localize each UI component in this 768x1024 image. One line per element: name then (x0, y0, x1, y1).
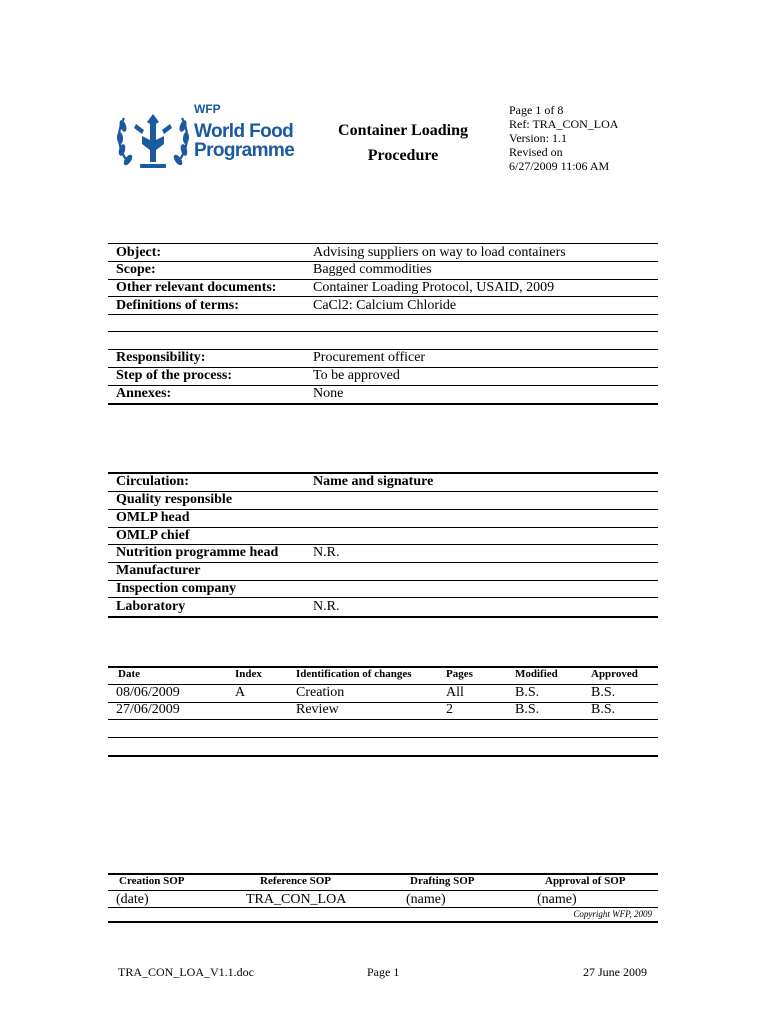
row-value: Procurement officer (313, 350, 426, 365)
row-label: Step of the process: (116, 368, 233, 383)
change-pages: 2 (446, 702, 453, 717)
change-modified: B.S. (515, 702, 540, 717)
row-label: Other relevant documents: (116, 280, 277, 295)
sop-header-drafting: Drafting SOP (410, 875, 475, 887)
table-rule (108, 331, 658, 332)
table-rule (108, 403, 658, 405)
wfp-logo (114, 100, 304, 178)
wfp-emblem-icon (114, 100, 192, 178)
row-label: OMLP chief (116, 528, 190, 543)
table-rule (108, 921, 658, 923)
change-date: 27/06/2009 (116, 702, 180, 717)
table-row (116, 297, 656, 315)
table-row (116, 527, 656, 545)
circulation-header-value: Name and signature (313, 474, 434, 489)
table-rule (108, 907, 658, 908)
sop-approval-value: (name) (537, 892, 577, 907)
row-value: CaCl2: Calcium Chloride (313, 298, 457, 313)
meta-revised-label: Revised on (509, 145, 563, 159)
sop-creation-value: (date) (116, 892, 149, 907)
table-row (116, 261, 656, 279)
footer-page: Page 1 (367, 965, 400, 979)
logo-acronym: WFP (194, 102, 221, 116)
change-approved: B.S. (591, 685, 616, 700)
document-title-line1: Container Loading (338, 122, 468, 139)
sop-reference-value: TRA_CON_LOA (246, 892, 347, 907)
footer-date: 27 June 2009 (583, 965, 647, 979)
table-rule (108, 616, 658, 618)
meta-page: Page 1 of 8 (509, 103, 564, 117)
row-label: OMLP head (116, 510, 190, 525)
footer-filename: TRA_CON_LOA_V1.1.doc (118, 965, 254, 979)
row-value: To be approved (313, 368, 400, 383)
sop-header-reference: Reference SOP (260, 875, 331, 887)
document-title-line2: Procedure (367, 147, 439, 164)
row-value: Container Loading Protocol, USAID, 2009 (313, 280, 555, 295)
row-label: Nutrition programme head (116, 545, 279, 560)
table-row (116, 598, 656, 616)
changes-header-approved: Approved (591, 668, 638, 680)
change-approved: B.S. (591, 702, 616, 717)
change-identification: Review (296, 702, 339, 717)
copyright-notice: Copyright WFP, 2009 (573, 909, 652, 919)
sop-header-creation: Creation SOP (119, 875, 185, 887)
table-rule (108, 702, 658, 703)
row-label: Object: (116, 245, 162, 260)
changes-header-identification: Identification of changes (296, 668, 412, 680)
row-value: None (313, 386, 344, 401)
changes-header-index: Index (235, 668, 262, 680)
change-date: 08/06/2009 (116, 685, 180, 700)
change-modified: B.S. (515, 685, 540, 700)
logo-organization-name: World Food Programme (194, 121, 295, 161)
row-label: Annexes: (116, 386, 172, 401)
table-row (116, 244, 656, 262)
change-identification: Creation (296, 685, 345, 700)
row-label: Scope: (116, 262, 156, 277)
table-header-row (116, 473, 656, 491)
changes-header-modified: Modified (515, 668, 558, 680)
document-meta (509, 103, 618, 173)
sop-header-approval: Approval of SOP (545, 875, 626, 887)
row-value: Advising suppliers on way to load containers (313, 245, 566, 260)
table-rule (108, 737, 658, 738)
table-row (116, 367, 656, 385)
table-row (116, 562, 656, 580)
table-rule (108, 684, 658, 685)
table-row (116, 349, 656, 367)
table-row (116, 509, 656, 527)
row-label: Manufacturer (116, 563, 201, 578)
table-row (116, 279, 656, 297)
table-row (116, 385, 656, 403)
changes-header-date: Date (118, 668, 140, 680)
document-title (318, 118, 488, 168)
circulation-header-label: Circulation: (116, 474, 189, 489)
change-pages: All (446, 685, 464, 700)
sop-drafting-value: (name) (406, 892, 446, 907)
table-rule (108, 719, 658, 720)
change-index: A (235, 685, 246, 700)
row-label: Responsibility: (116, 350, 206, 365)
table-row (116, 580, 656, 598)
table-row (116, 491, 656, 509)
row-label: Laboratory (116, 599, 186, 614)
table-rule (108, 755, 658, 757)
changes-header-pages: Pages (446, 668, 473, 680)
row-label: Definitions of terms: (116, 298, 239, 313)
meta-version: Version: 1.1 (509, 131, 567, 145)
row-value: N.R. (313, 599, 340, 614)
row-label: Quality responsible (116, 492, 233, 507)
table-row (116, 544, 656, 562)
table-rule (108, 314, 658, 315)
row-value: Bagged commodities (313, 262, 432, 277)
row-value: N.R. (313, 545, 340, 560)
meta-ref: Ref: TRA_CON_LOA (509, 117, 619, 131)
meta-revised-date: 6/27/2009 11:06 AM (509, 159, 610, 173)
row-label: Inspection company (116, 581, 237, 596)
